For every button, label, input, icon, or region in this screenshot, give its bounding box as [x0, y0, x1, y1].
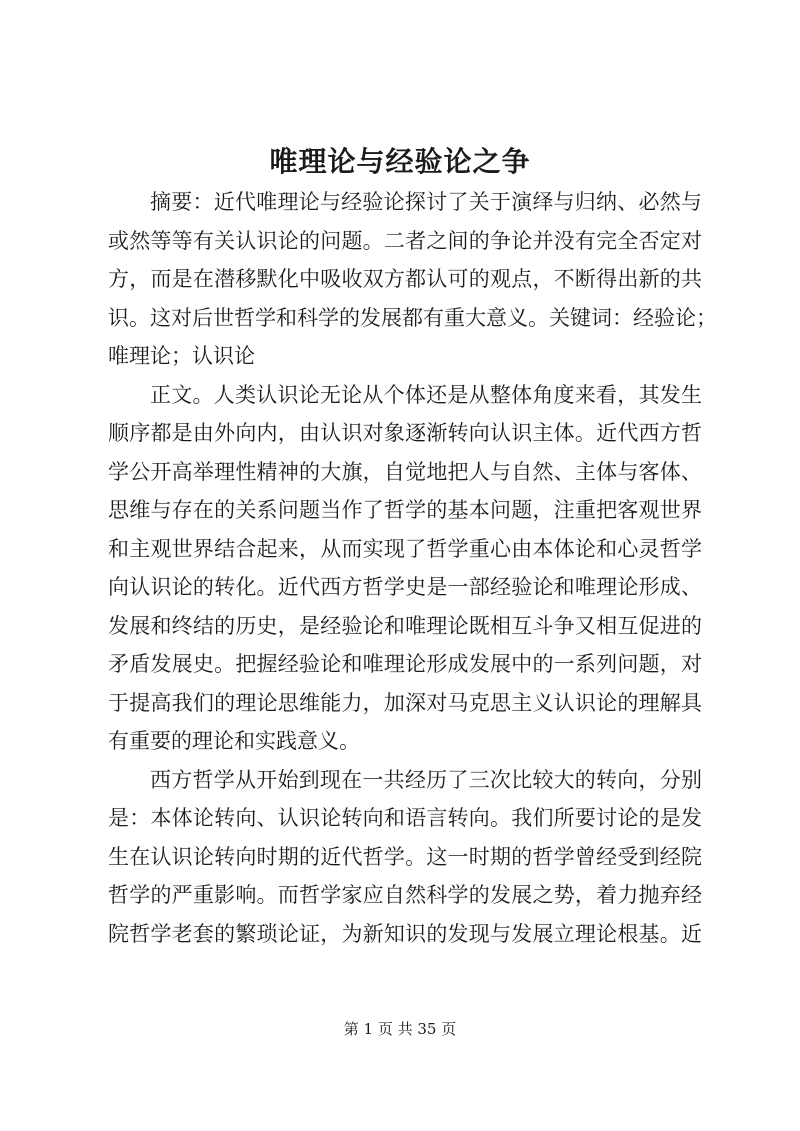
document-title: 唯理论与经验论之争: [269, 145, 531, 178]
paragraph-abstract: [108, 183, 717, 376]
text-line: 哲学的严重影响。而哲学家应自然科学的发展之势，着力抛弃经: [108, 883, 702, 907]
text-line: 或然等等有关认识论的问题。二者之间的争论并没有完全否定对: [108, 228, 702, 253]
text-line: 有重要的理论和实践意义。: [108, 729, 360, 753]
document-body: [108, 183, 717, 953]
text-line: 生在认识论转向时期的近代哲学。这一时期的哲学曾经受到经院: [108, 844, 702, 869]
text-line: 向认识论的转化。近代西方哲学史是一部经验论和唯理论形成、: [108, 575, 702, 599]
text-line: 学公开高举理性精神的大旗，自觉地把人与自然、主体与客体、: [108, 459, 702, 484]
text-line: 识。这对后世哲学和科学的发展都有重大意义。关键词：经验论；: [108, 305, 717, 330]
paragraph-western-philosophy: [108, 761, 702, 954]
text-line: 思维与存在的关系问题当作了哲学的基本问题，注重把客观世界: [108, 498, 702, 522]
text-line: 矛盾发展史。把握经验论和唯理论形成发展中的一系列问题，对: [108, 652, 702, 676]
text-line: 和主观世界结合起来，从而实现了哲学重心由本体论和心灵哲学: [108, 536, 702, 561]
text-line: 院哲学老套的繁琐论证，为新知识的发现与发展立理论根基。近: [108, 921, 702, 946]
text-line: 西方哲学从开始到现在一共经历了三次比较大的转向，分别: [150, 767, 702, 792]
text-line: 于提高我们的理论思维能力，加深对马克思主义认识论的理解具: [108, 690, 702, 715]
text-line: 方，而是在潜移默化中吸收双方都认可的观点，不断得出新的共: [108, 267, 702, 291]
text-line: 摘要：近代唯理论与经验论探讨了关于演绎与归纳、必然与: [150, 190, 702, 214]
paragraph-main-text: [108, 376, 702, 761]
text-line: 唯理论；认识论: [108, 344, 255, 368]
text-line: 正文。人类认识论无论从个体还是从整体角度来看，其发生: [150, 382, 702, 407]
text-line: 顺序都是由外向内，由认识对象逐渐转向认识主体。近代西方哲: [108, 421, 702, 445]
text-line: 发展和终结的历史，是经验论和唯理论既相互斗争又相互促进的: [108, 613, 702, 638]
page-number-footer: 第 1 页 共 35 页: [343, 1020, 457, 1038]
text-line: 是：本体论转向、认识论转向和语言转向。我们所要讨论的是发: [108, 806, 702, 830]
